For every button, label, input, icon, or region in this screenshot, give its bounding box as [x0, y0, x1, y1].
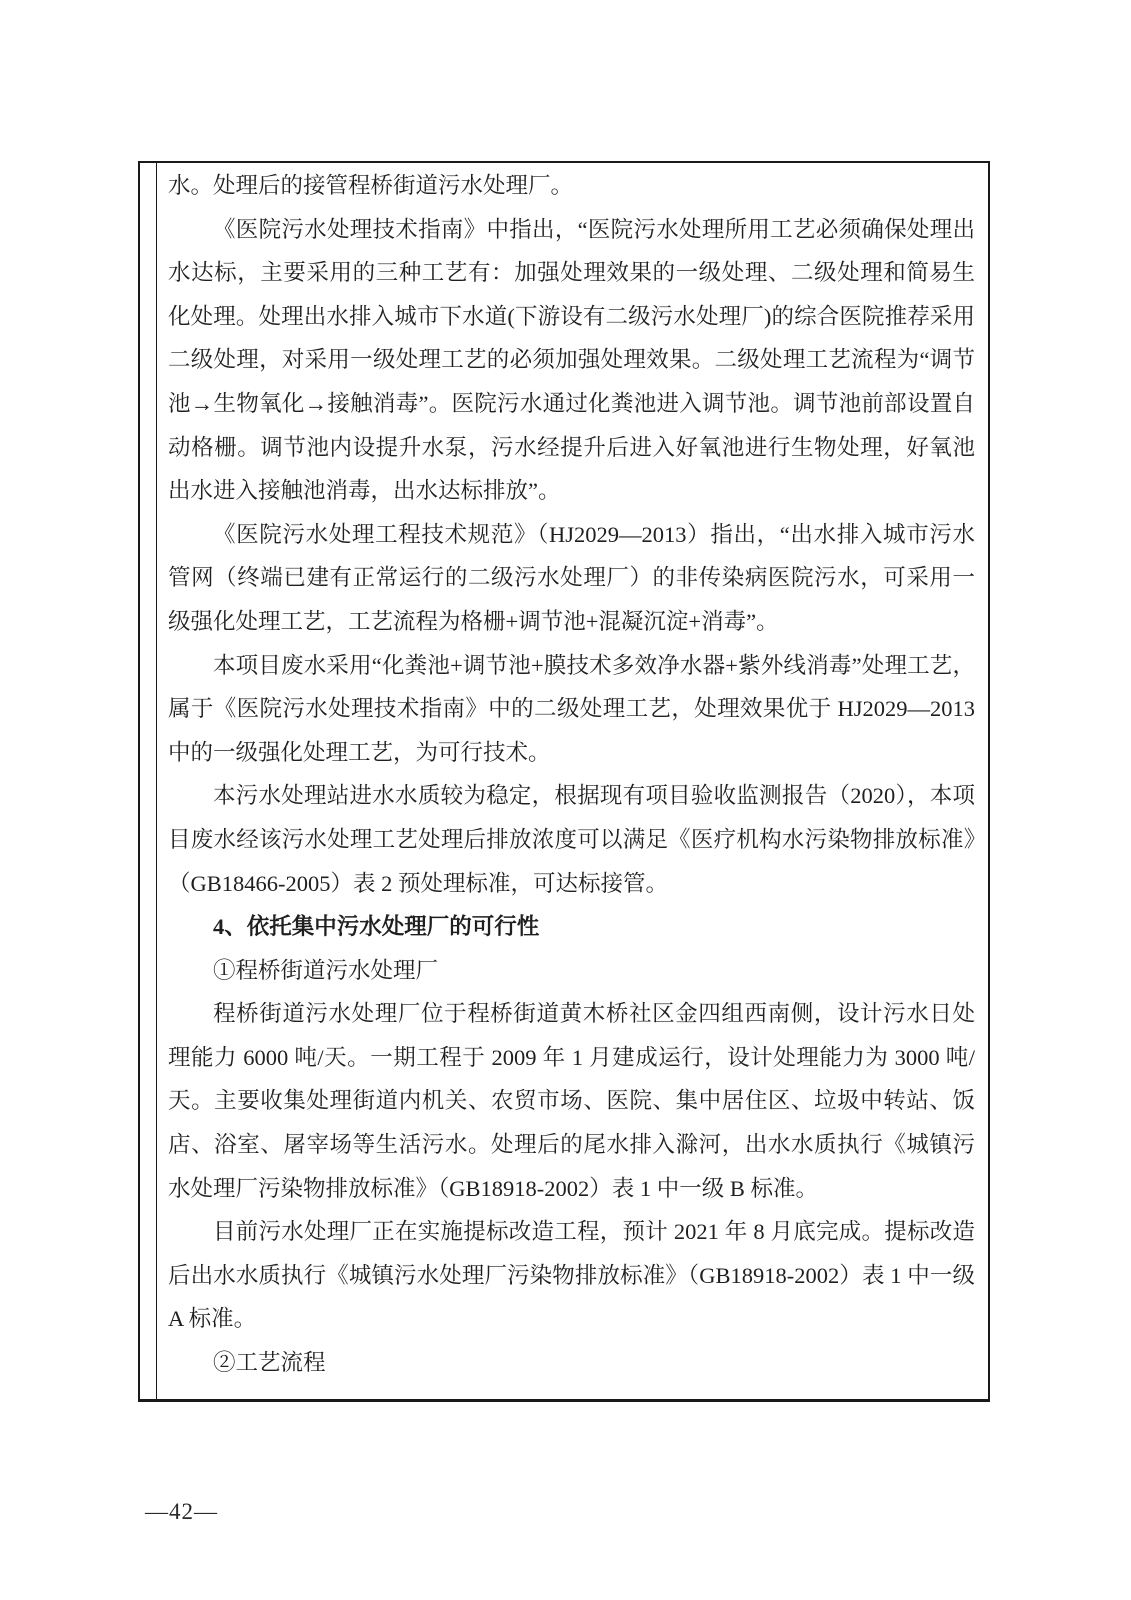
- paragraph-continuation: 水。处理后的接管程桥街道污水处理厂。: [168, 173, 574, 198]
- section-heading-feasibility: 4、依托集中污水处理厂的可行性: [213, 914, 540, 940]
- subheading-plant-name: ①程桥街道污水处理厂: [213, 957, 439, 983]
- paragraph-monitoring-report: 本污水处理站进水水质较为稳定，根据现有项目验收监测报告（2020），本项目废水经该污水处理工艺处理后排放浓度可以满足《医疗机构水污染物排放标准》（GB18466-2005）表 2 预处理标准，可达标接管。: [168, 783, 975, 896]
- paragraph-spec-quote: 《医院污水处理工程技术规范》（HJ2029—2013）指出，“出水排入城市污水管网（终端已建有正常运行的二级污水处理厂）的非传染病医院污水，可采用一级强化处理工艺，工艺流程为格栅+调节池+混凝沉淀+消毒”。: [168, 521, 975, 634]
- subheading-process-flow: ②工艺流程: [213, 1350, 326, 1376]
- paragraph-plant-description: 程桥街道污水处理厂位于程桥街道黄木桥社区金四组西南侧，设计污水日处理能力 6000 吨/天。一期工程于 2009 年 1 月建成运行，设计处理能力为 3000 吨/天。主要收集处理街道内机关、农贸市场、医院、集中居住区、垃圾中转站、饭店、浴室、屠宰场等生活污水。处理后的尾水排入滁河，出水水质执行《城镇污水处理厂污染物排放标准》（GB18918-2002）表 1 中一级 B 标准。: [168, 1001, 975, 1201]
- report-table-cell: [138, 161, 990, 1402]
- table-gutter-column: [140, 163, 157, 1399]
- report-text-cell: [157, 163, 988, 1399]
- paragraph-upgrade-project: 目前污水处理厂正在实施提标改造工程，预计 2021 年 8 月底完成。提标改造后出水水质执行《城镇污水处理厂污染物排放标准》（GB18918-2002）表 1 中一级 A 标准。: [168, 1219, 975, 1332]
- paragraph-guide-quote: 《医院污水处理技术指南》中指出，“医院污水处理所用工艺必须确保处理出水达标，主要采用的三种工艺有：加强处理效果的一级处理、二级处理和简易生化处理。处理出水排入城市下水道(下游设有二级污水处理厂)的综合医院推荐采用二级处理，对采用一级处理工艺的必须加强处理效果。二级处理工艺流程为“调节池→生物氧化→接触消毒”。医院污水通过化粪池进入调节池。调节池前部设置自动格栅。调节池内设提升水泵，污水经提升后进入好氧池进行生物处理，好氧池出水进入接触池消毒，出水达标排放”。: [168, 216, 975, 504]
- paragraph-project-process: 本项目废水采用“化粪池+调节池+膜技术多效净水器+紫外线消毒”处理工艺，属于《医院污水处理技术指南》中的二级处理工艺，处理效果优于 HJ2029—2013 中的一级强化处理工艺，为可行技术。: [168, 652, 975, 765]
- page-number: —42—: [145, 1499, 218, 1524]
